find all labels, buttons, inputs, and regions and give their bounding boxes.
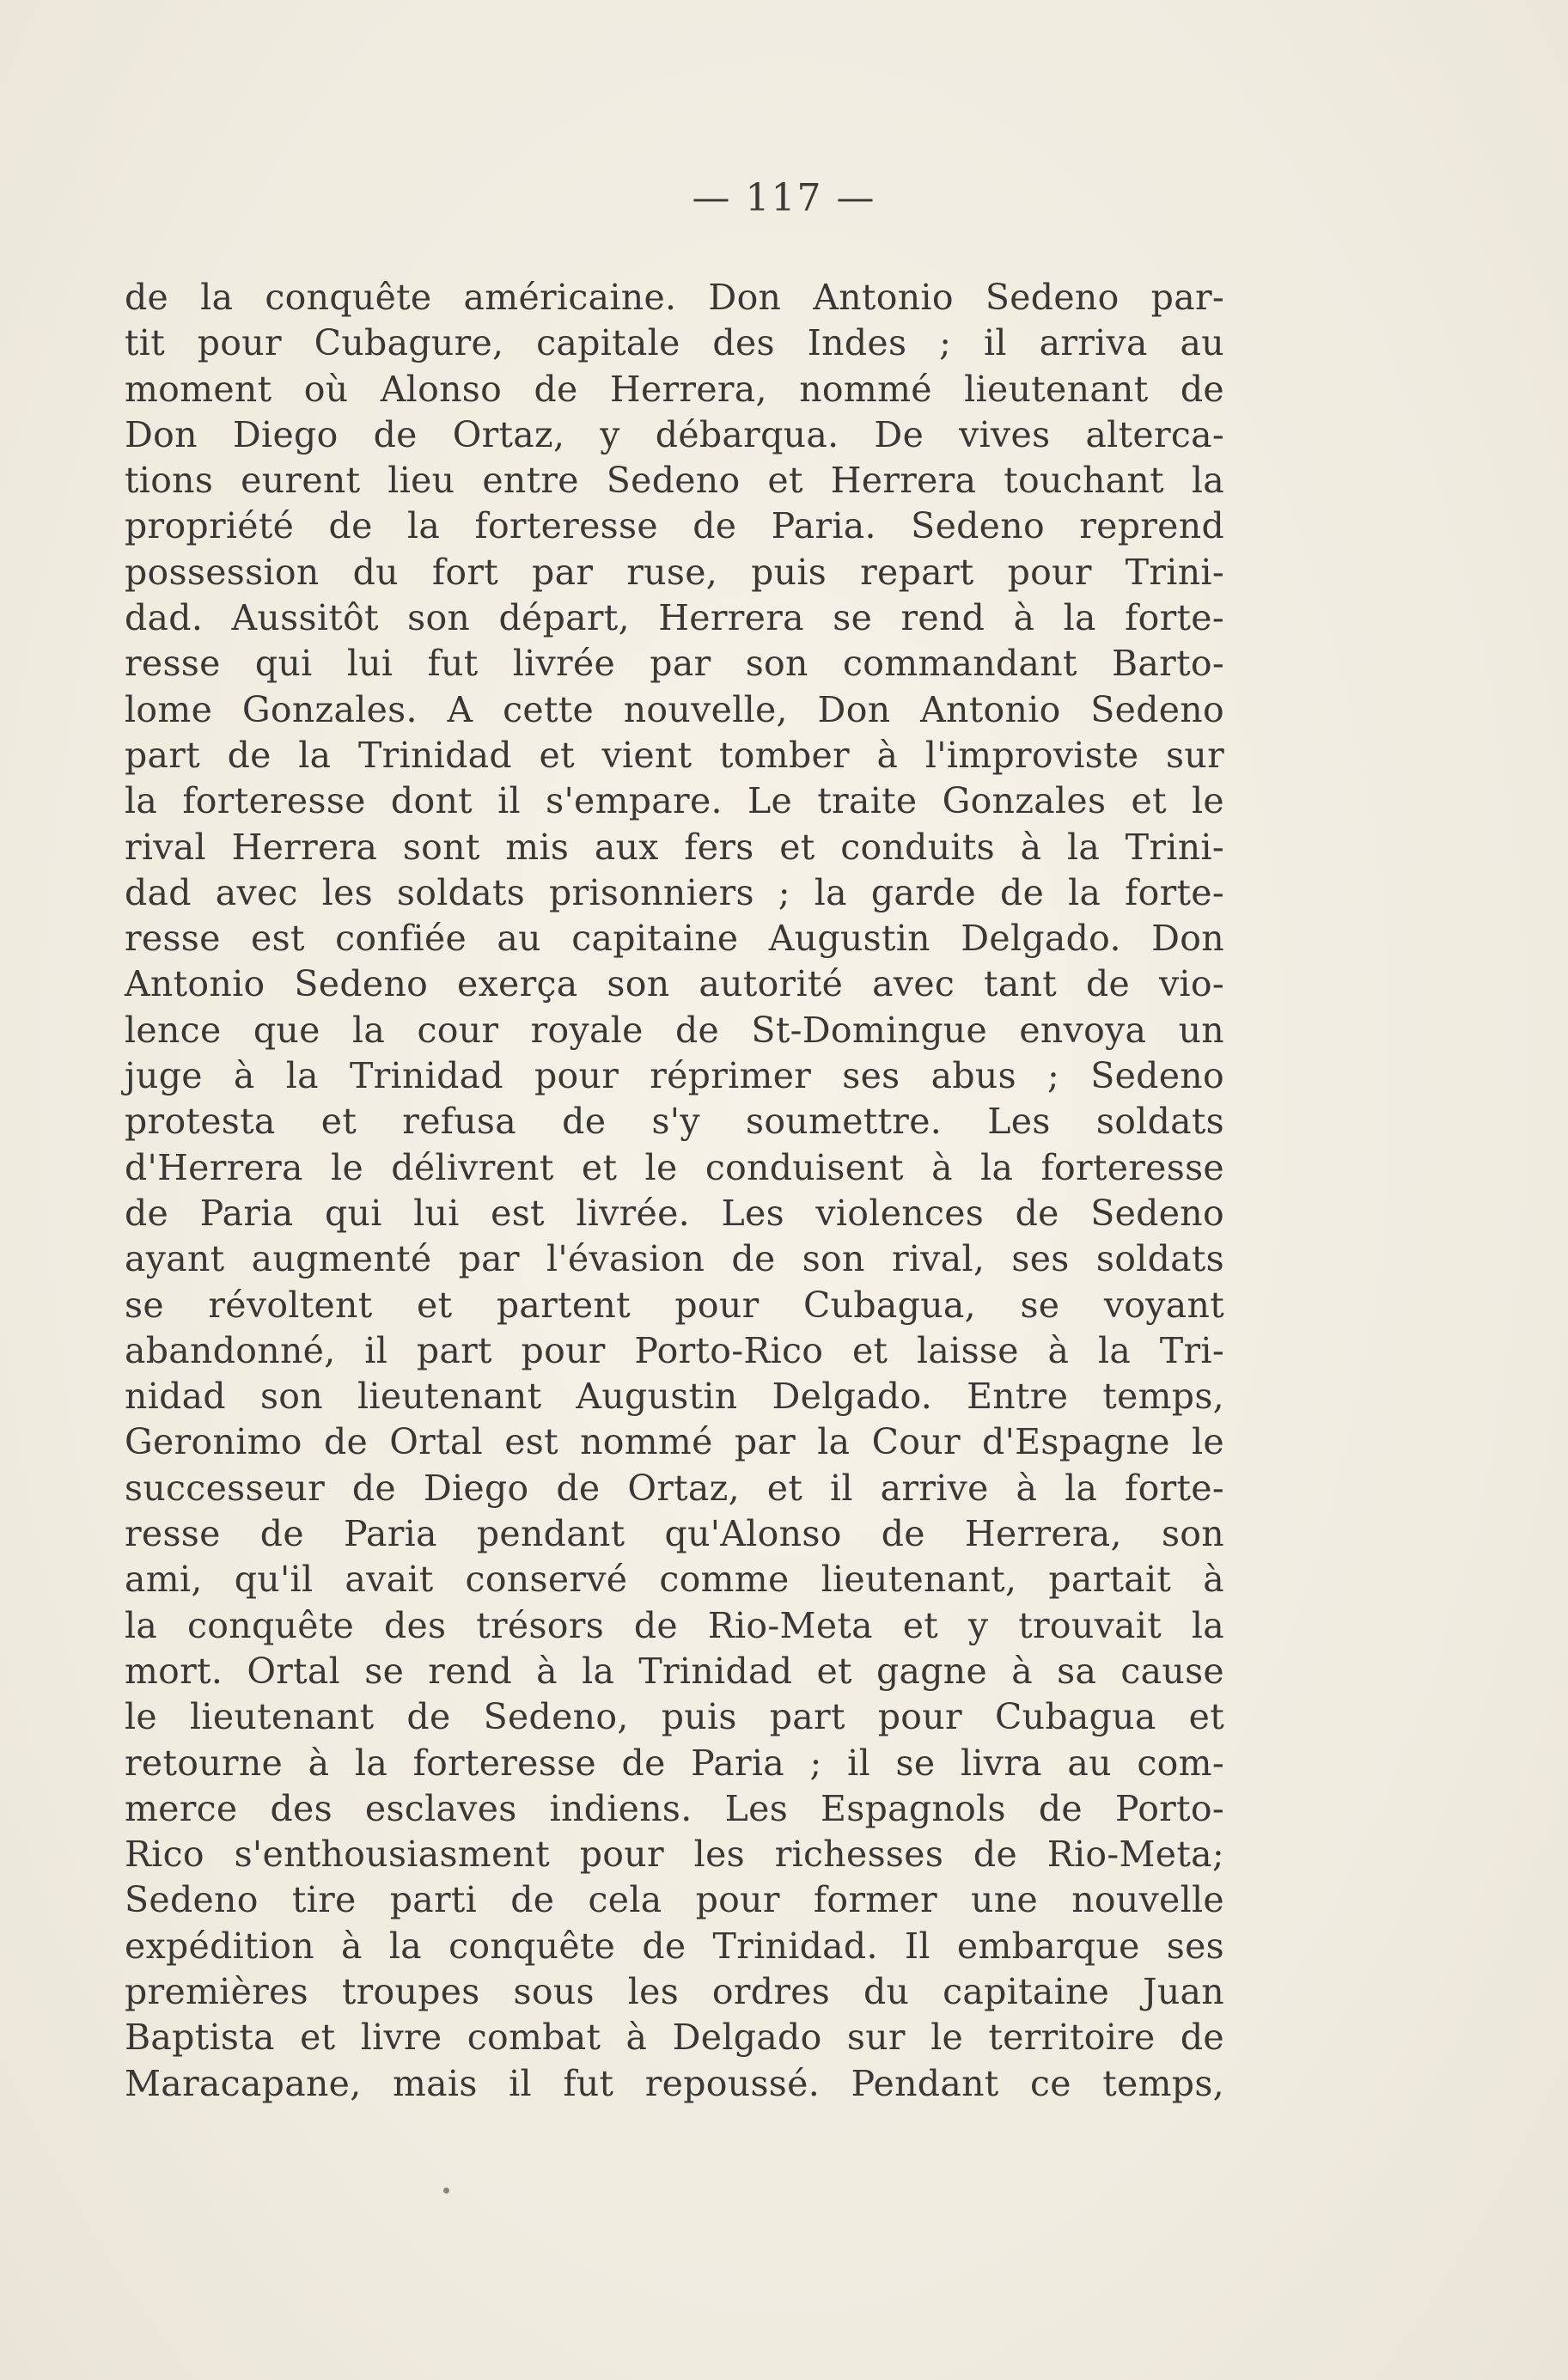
text-line: dad avec les soldats prisonniers ; la garde de la forte- (125, 871, 1224, 913)
text-line: lence que la cour royale de St-Domingue envoya un (125, 1009, 1224, 1051)
text-line: propriété de la forteresse de Paria. Sedeno reprend (125, 505, 1224, 547)
text-line: la forteresse dont il s'empare. Le traite Gonzales et le (125, 780, 1224, 822)
text-line: juge à la Trinidad pour réprimer ses abus ; Sedeno (125, 1055, 1224, 1097)
text-line: Sedeno tire parti de cela pour former une nouvelle (125, 1879, 1224, 1921)
text-line: Don Diego de Ortaz, y débarqua. De vives alterca- (125, 413, 1224, 455)
text-line: tions eurent lieu entre Sedeno et Herrera touchant la (125, 460, 1224, 502)
text-line: possession du fort par ruse, puis repart pour Trini- (125, 551, 1224, 593)
text-line: Rico s'enthousiasment pour les richesses de Rio-Meta; (125, 1834, 1224, 1876)
text-line: Baptista et livre combat à Delgado sur le territoire de (125, 2017, 1224, 2059)
text-line: tit pour Cubagure, capitale des Indes ; il arriva au (125, 322, 1224, 364)
text-line: mort. Ortal se rend à la Trinidad et gagne à sa cause (125, 1650, 1224, 1692)
text-line: Antonio Sedeno exerça son autorité avec tant de vio- (125, 963, 1224, 1005)
text-line: expédition à la conquête de Trinidad. Il embarque ses (125, 1925, 1224, 1967)
text-line: resse qui lui fut livrée par son commandant Barto- (125, 643, 1224, 685)
text-line: protesta et refusa de s'y soumettre. Les soldats (125, 1101, 1224, 1143)
ink-speck (443, 2188, 449, 2194)
text-line: abandonné, il part pour Porto-Rico et laisse à la Tri- (125, 1329, 1224, 1371)
text-line: le lieutenant de Sedeno, puis part pour Cubagua et (125, 1696, 1224, 1738)
text-line: resse de Paria pendant qu'Alonso de Herrera, son (125, 1513, 1224, 1555)
text-line: part de la Trinidad et vient tomber à l'improviste sur (125, 734, 1224, 776)
text-line: de Paria qui lui est livrée. Les violences de Sedeno (125, 1192, 1224, 1234)
text-line: retourne à la forteresse de Paria ; il se livra au com- (125, 1742, 1224, 1784)
text-line: resse est confiée au capitaine Augustin Delgado. Don (125, 918, 1224, 960)
text-line: la conquête des trésors de Rio-Meta et y trouvait la (125, 1604, 1224, 1646)
text-line: nidad son lieutenant Augustin Delgado. Entre temps, (125, 1376, 1224, 1418)
text-line: premières troupes sous les ordres du capitaine Juan (125, 1970, 1224, 2012)
text-line: ami, qu'il avait conservé comme lieutenant, partait à (125, 1559, 1224, 1601)
text-line: se révoltent et partent pour Cubagua, se voyant (125, 1284, 1224, 1326)
text-line: ayant augmenté par l'évasion de son rival, ses soldats (125, 1238, 1224, 1280)
text-line: de la conquête américaine. Don Antonio Sedeno par- (125, 277, 1224, 318)
text-line: merce des esclaves indiens. Les Espagnols de Porto- (125, 1787, 1224, 1829)
text-line: lome Gonzales. A cette nouvelle, Don Antonio Sedeno (125, 688, 1224, 730)
text-line: moment où Alonso de Herrera, nommé lieutenant de (125, 368, 1224, 410)
text-line: rival Herrera sont mis aux fers et conduits à la Trini- (125, 826, 1224, 868)
text-line: d'Herrera le délivrent et le conduisent à la forteresse (125, 1146, 1224, 1188)
text-line: Maracapane, mais il fut repoussé. Pendant ce temps, (125, 2062, 1224, 2104)
body-text (125, 275, 1224, 2107)
text-line: successeur de Diego de Ortaz, et il arrive à la forte- (125, 1467, 1224, 1509)
text-line: dad. Aussitôt son départ, Herrera se rend à la forte- (125, 597, 1224, 639)
text-line: Geronimo de Ortal est nommé par la Cour d'Espagne le (125, 1421, 1224, 1463)
page-number: — 117 — (692, 176, 876, 220)
